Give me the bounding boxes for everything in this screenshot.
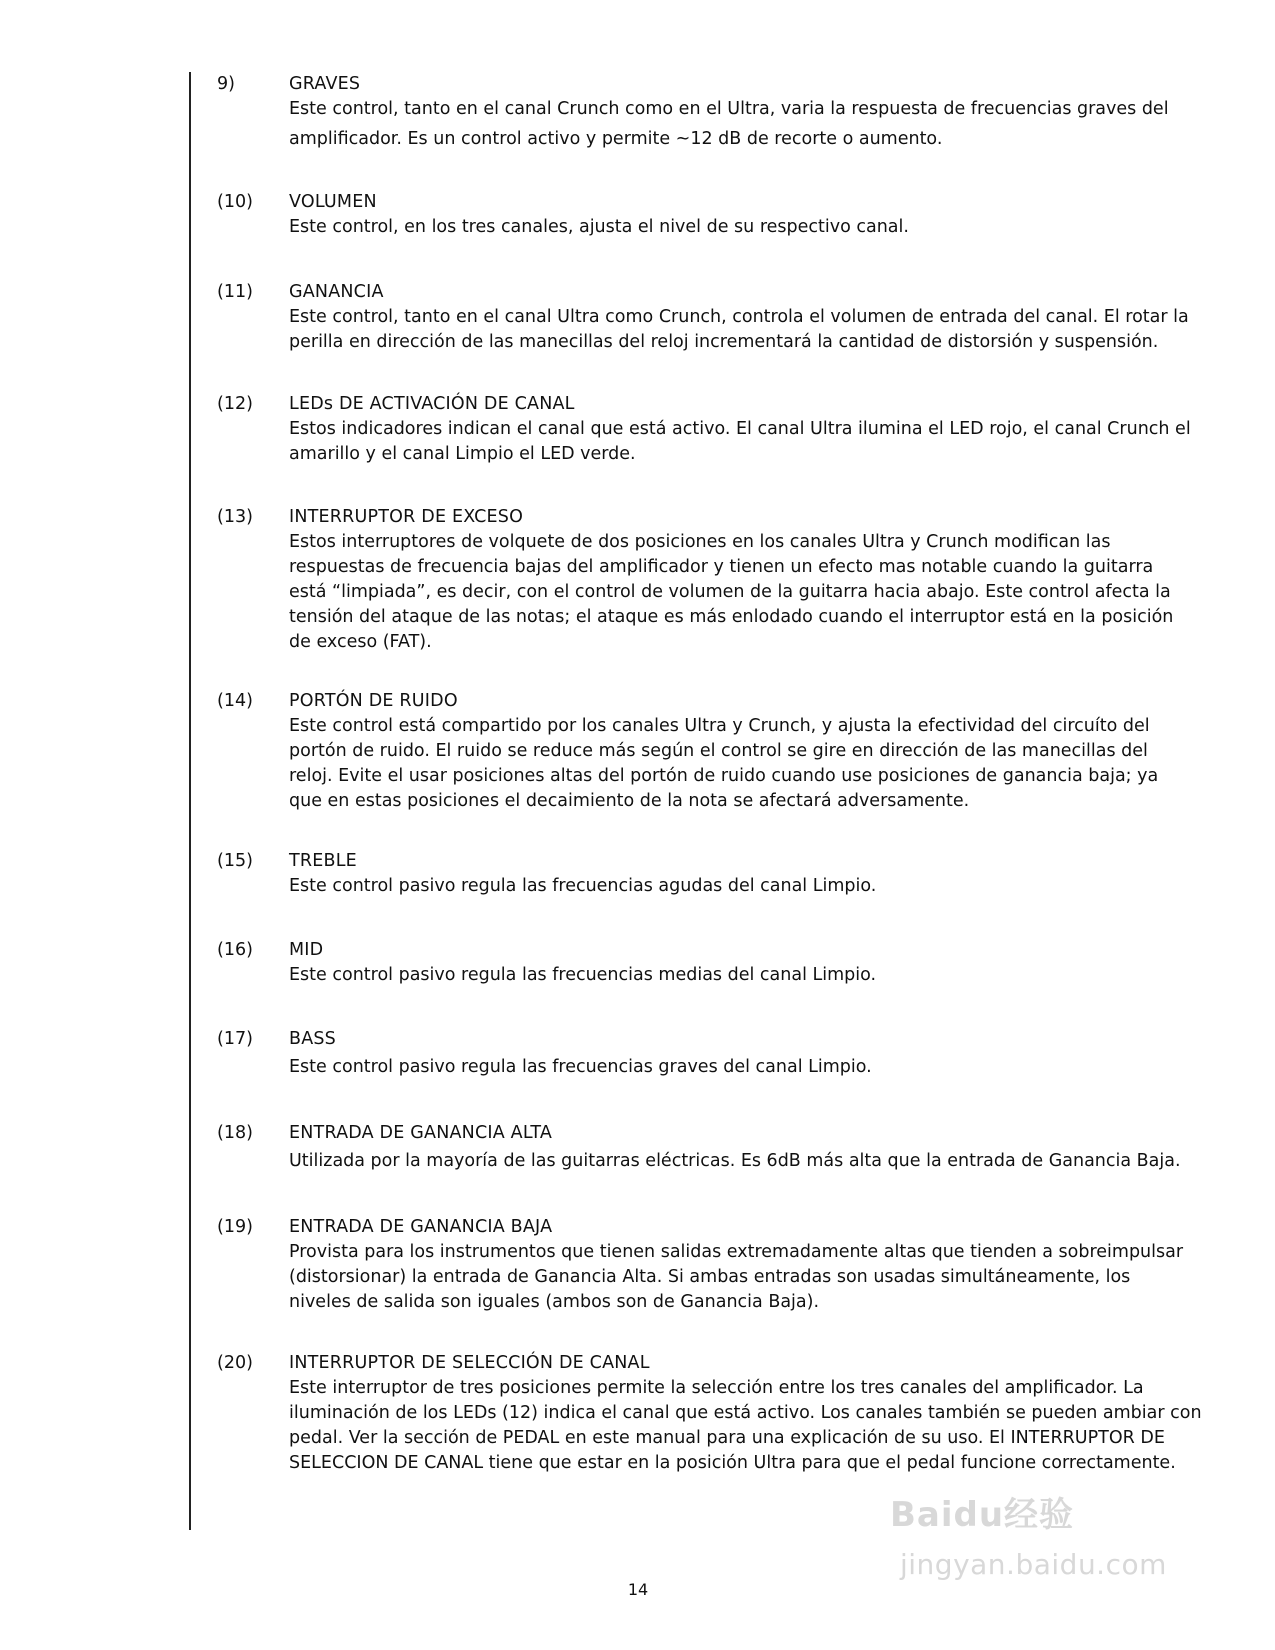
item-number: (19): [217, 1217, 253, 1237]
item-text-line: amplificador. Es un control activo y permite ~12 dB de recorte o aumento.: [289, 129, 943, 149]
item-number: (17): [217, 1029, 253, 1049]
item-number: (20): [217, 1353, 253, 1373]
item-title: INTERRUPTOR DE SELECCIÓN DE CANAL: [289, 1353, 650, 1373]
item-text-line: amarillo y el canal Limpio el LED verde.: [289, 444, 636, 464]
watermark-url: jingyan.baidu.com: [900, 1548, 1167, 1581]
item-text-line: Este control pasivo regula las frecuencias medias del canal Limpio.: [289, 965, 877, 985]
item-text-line: Este control pasivo regula las frecuencias agudas del canal Limpio.: [289, 876, 877, 896]
item-text-line: Provista para los instrumentos que tienen salidas extremadamente altas que tienden a sobreimpulsar: [289, 1242, 1184, 1262]
item-number: 9): [217, 74, 235, 94]
item-title: VOLUMEN: [289, 192, 377, 212]
margin-rule: [189, 72, 191, 1530]
item-text-line: Este control, en los tres canales, ajusta el nivel de su respectivo canal.: [289, 217, 909, 237]
item-text-line: Este control, tanto en el canal Crunch como en el Ultra, varia la respuesta de frecuencias graves del: [289, 99, 1169, 119]
item-title: INTERRUPTOR DE EXCESO: [289, 507, 524, 527]
item-text-line: pedal. Ver la sección de PEDAL en este manual para una explicación de su uso. El INTERRUPTOR DE: [289, 1428, 1165, 1448]
item-number: (16): [217, 940, 253, 960]
item-text-line: Este control pasivo regula las frecuencias graves del canal Limpio.: [289, 1057, 872, 1077]
item-text-line: de exceso (FAT).: [289, 632, 432, 652]
item-title: GRAVES: [289, 74, 361, 94]
item-text-line: SELECCION DE CANAL tiene que estar en la posición Ultra para que el pedal funcione correctamente.: [289, 1453, 1176, 1473]
item-text-line: Estos indicadores indican el canal que está activo. El canal Ultra ilumina el LED rojo, el canal Crunch el: [289, 419, 1191, 439]
watermark-logo: Baidu经验: [890, 1495, 1075, 1535]
item-text-line: Este control está compartido por los canales Ultra y Crunch, y ajusta la efectividad del circuíto del: [289, 716, 1150, 736]
item-title: MID: [289, 940, 324, 960]
item-text-line: perilla en dirección de las manecillas del reloj incrementará la cantidad de distorsión y suspensión.: [289, 332, 1159, 352]
item-title: ENTRADA DE GANANCIA ALTA: [289, 1123, 553, 1143]
item-number: (13): [217, 507, 253, 527]
item-number: (11): [217, 282, 253, 302]
item-title: TREBLE: [289, 851, 357, 871]
item-number: (15): [217, 851, 253, 871]
item-text-line: está “limpiada”, es decir, con el control de volumen de la guitarra hacia abajo. Este control afecta la: [289, 582, 1171, 602]
item-text-line: iluminación de los LEDs (12) indica el canal que está activo. Los canales también se pueden ambiar con: [289, 1403, 1202, 1423]
item-text-line: respuestas de frecuencia bajas del amplificador y tienen un efecto mas notable cuando la guitarra: [289, 557, 1154, 577]
item-text-line: portón de ruido. El ruido se reduce más según el control se gire en dirección de las manecillas del: [289, 741, 1148, 761]
item-text-line: Estos interruptores de volquete de dos posiciones en los canales Ultra y Crunch modifican las: [289, 532, 1111, 552]
item-text-line: niveles de salida son iguales (ambos son de Ganancia Baja).: [289, 1292, 820, 1312]
item-text-line: tensión del ataque de las notas; el ataque es más enlodado cuando el interruptor está en la posición: [289, 607, 1174, 627]
item-title: PORTÓN DE RUIDO: [289, 691, 458, 711]
item-text-line: Este interruptor de tres posiciones permite la selección entre los tres canales del amplificador. La: [289, 1378, 1144, 1398]
page-number: 14: [627, 1580, 649, 1599]
item-title: BASS: [289, 1029, 336, 1049]
item-title: ENTRADA DE GANANCIA BAJA: [289, 1217, 553, 1237]
item-text-line: Este control, tanto en el canal Ultra como Crunch, controla el volumen de entrada del canal. El rotar la: [289, 307, 1189, 327]
item-number: (14): [217, 691, 253, 711]
item-number: (10): [217, 192, 253, 212]
item-number: (18): [217, 1123, 253, 1143]
item-title: GANANCIA: [289, 282, 384, 302]
item-text-line: Utilizada por la mayoría de las guitarras eléctricas. Es 6dB más alta que la entrada de Ganancia Baja.: [289, 1151, 1181, 1171]
item-text-line: (distorsionar) la entrada de Ganancia Alta. Si ambas entradas son usadas simultáneamente, los: [289, 1267, 1131, 1287]
item-text-line: reloj. Evite el usar posiciones altas del portón de ruido cuando use posiciones de ganancia baja; ya: [289, 766, 1159, 786]
item-text-line: que en estas posiciones el decaimiento de la nota se afectará adversamente.: [289, 791, 970, 811]
item-number: (12): [217, 394, 253, 414]
item-title: LEDs DE ACTIVACIÓN DE CANAL: [289, 394, 575, 414]
